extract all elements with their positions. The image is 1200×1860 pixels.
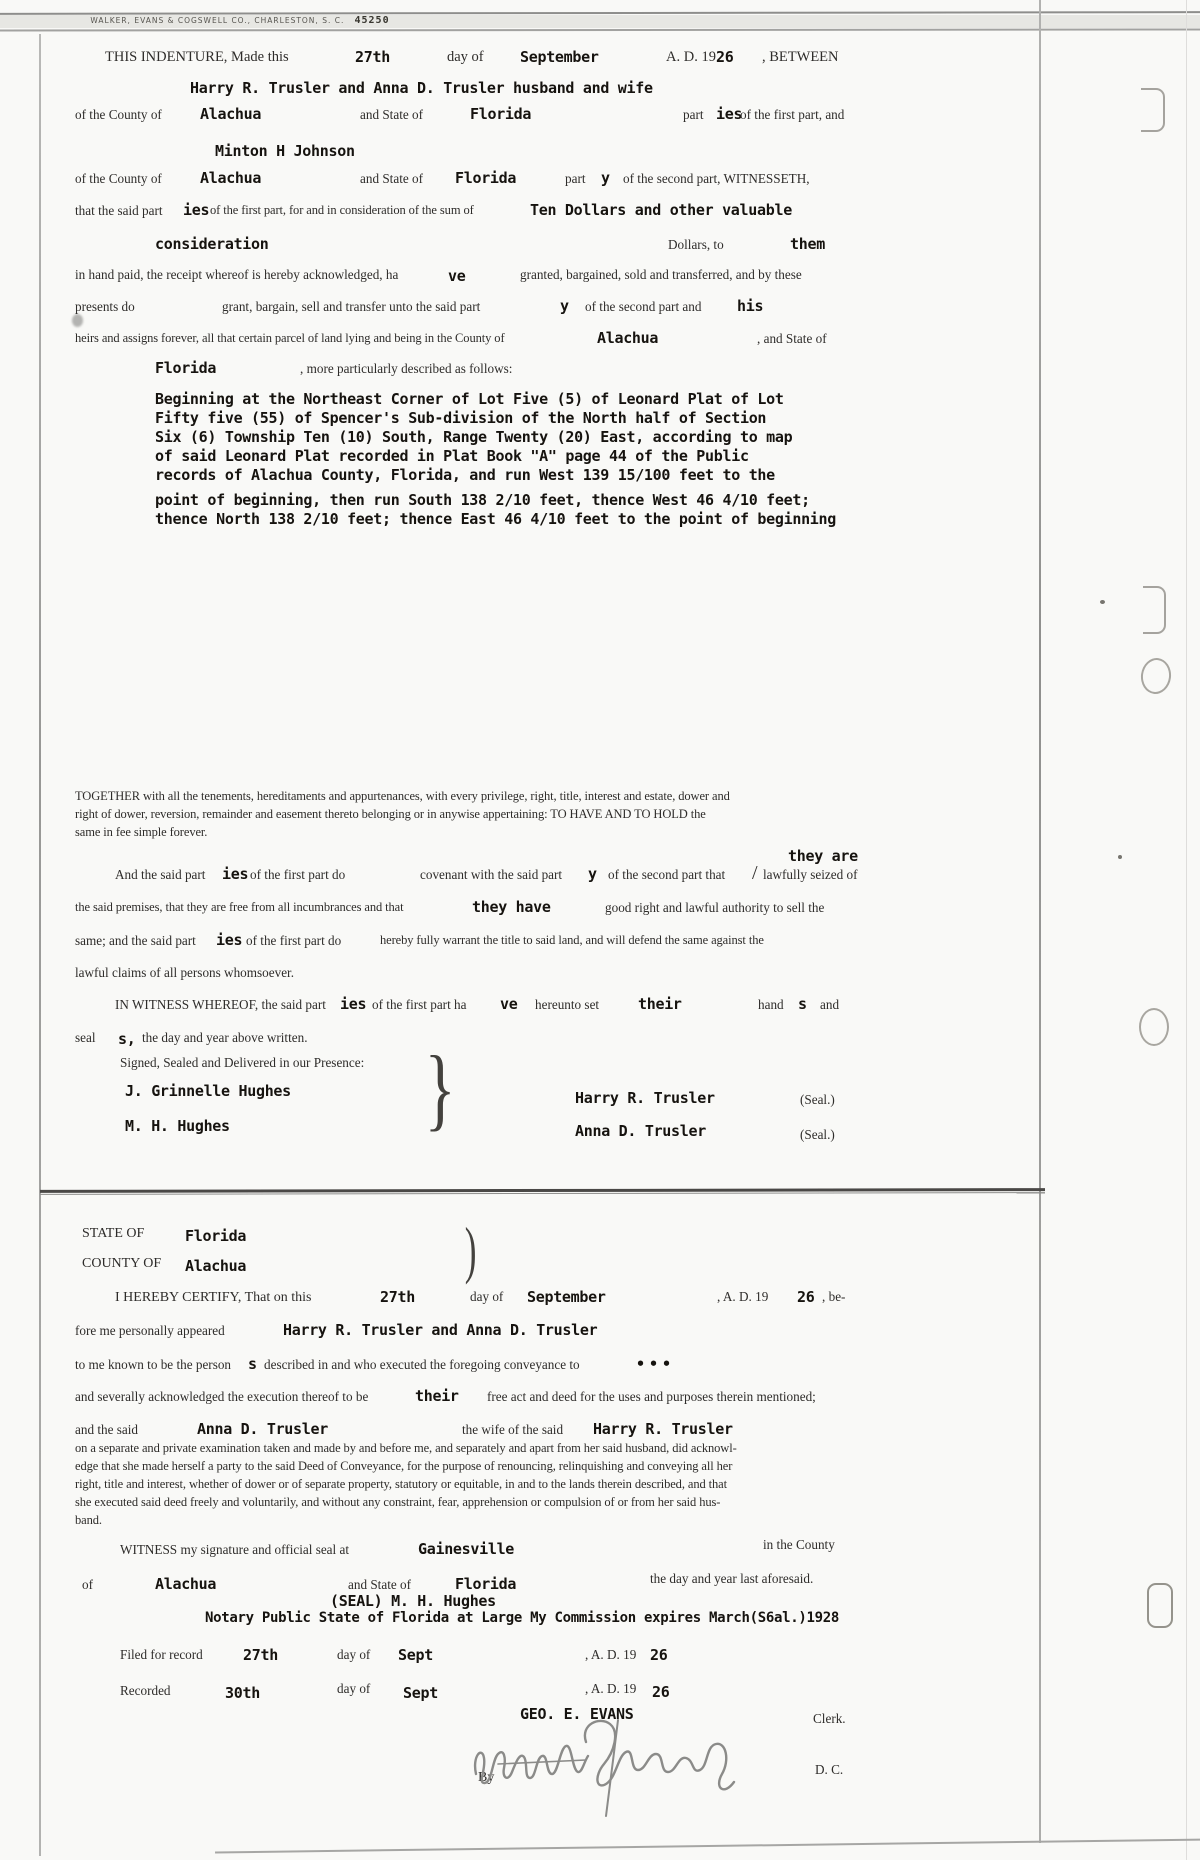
form-printed: of the first part ha xyxy=(372,997,467,1012)
typed-pronoun: their xyxy=(415,1387,459,1405)
form-printed: part xyxy=(683,107,704,122)
form-printed: that the said part xyxy=(75,203,163,218)
form-printed: free act and deed for the uses and purposes therein mentioned; xyxy=(487,1389,816,1404)
consideration-amount: consideration xyxy=(155,235,269,253)
parcel-county: Alachua xyxy=(597,329,659,347)
habendum-line: TOGETHER with all the tenements, hereditaments and appurtenances, with every privilege, right, title, interest and estate, dower and xyxy=(75,789,730,803)
form-printed: the day and year last aforesaid. xyxy=(650,1571,814,1586)
notary-place: Gainesville xyxy=(418,1540,515,1558)
form-printed: same; and the said part xyxy=(75,933,196,948)
execution-year: 26 xyxy=(716,48,734,66)
form-printed: and State of xyxy=(348,1577,411,1592)
form-printed: of the first part do xyxy=(246,933,342,948)
exam-paragraph-line: right, title and interest, whether of dower or of separate property, statutory or equitable, in and to the lands therein described, and that xyxy=(75,1477,727,1491)
exam-paragraph-line: band. xyxy=(75,1513,102,1527)
form-printed: of the County of xyxy=(75,171,162,186)
form-printed: , more particularly described as follows: xyxy=(300,361,513,376)
opening-printed: , BETWEEN xyxy=(762,49,839,65)
typed-pronoun: his xyxy=(737,297,764,315)
form-printed: of the second part and xyxy=(585,299,702,314)
form-printed: of the first part, for and in consideration of the sum of xyxy=(210,203,474,217)
typed-suffix: y xyxy=(588,865,597,883)
legal-description-line: point of beginning, then run South 138 2/10 feet, thence West 46 4/10 feet; xyxy=(155,491,810,509)
form-printed: and State of xyxy=(360,107,423,122)
grantor-state: Florida xyxy=(470,105,532,123)
form-printed: covenant with the said part xyxy=(420,867,563,882)
ack-year: 26 xyxy=(797,1288,815,1306)
page-edge-left xyxy=(39,34,41,1856)
consideration-amount: Ten Dollars and other valuable xyxy=(530,201,792,219)
legal-description-line: Six (6) Township Ten (10) South, Range Twenty (20) East, according to map xyxy=(155,428,793,446)
exam-paragraph-line: she executed said deed freely and voluntarily, and without any constraint, fear, apprehension or compulsion of or from her said hus- xyxy=(75,1495,721,1509)
hole-punch-mark xyxy=(1139,656,1173,695)
filed-day: 27th xyxy=(243,1646,278,1664)
habendum-line: right of dower, reversion, remainder and easement thereto belonging or in anywise appertaining: TO HAVE AND TO HOLD the xyxy=(75,807,706,821)
form-printed: presents do xyxy=(75,299,135,314)
state-label: STATE OF xyxy=(82,1226,145,1241)
legal-description-line: records of Alachua County, Florida, and run West 139 15/100 feet to the xyxy=(155,466,775,484)
hole-punch-mark xyxy=(1143,586,1166,634)
ink-smudge xyxy=(72,314,83,327)
opening-printed: THIS INDENTURE, Made this xyxy=(105,49,289,65)
typed-suffix: y xyxy=(560,297,569,315)
grantor-signature: Anna D. Trusler xyxy=(575,1122,706,1140)
form-printed: Dollars, to xyxy=(668,237,724,252)
filed-label: Filed for record xyxy=(120,1647,203,1662)
form-printed: heirs and assigns forever, all that certain parcel of land lying and being in the County of xyxy=(75,331,505,345)
grantor-signature: Harry R. Trusler xyxy=(575,1089,715,1107)
form-printed: fore me personally appeared xyxy=(75,1323,225,1338)
notary-county: Alachua xyxy=(155,1575,217,1593)
seal-label: (Seal.) xyxy=(800,1092,835,1107)
form-printed: I HEREBY CERTIFY, That on this xyxy=(115,1290,312,1305)
typed-suffix: ve xyxy=(500,995,518,1013)
husband-name: Harry R. Trusler xyxy=(593,1420,733,1438)
seal-label: (Seal.) xyxy=(800,1127,835,1142)
scan-fold-line xyxy=(1186,0,1187,1860)
section-separator-shadow xyxy=(40,1192,1045,1195)
recorded-day: 30th xyxy=(225,1684,260,1702)
form-printed: the day and year above written. xyxy=(142,1030,308,1045)
form-printed: granted, bargained, sold and transferred, and by these xyxy=(520,267,802,282)
hole-punch-mark xyxy=(1147,1583,1173,1628)
grantee-state: Florida xyxy=(455,169,517,187)
form-printed: in hand paid, the receipt whereof is hereby acknowledged, ha xyxy=(75,267,399,282)
form-printed: good right and lawful authority to sell the xyxy=(605,900,825,915)
filed-month: Sept xyxy=(398,1646,433,1664)
witness-brace: } xyxy=(424,1037,456,1139)
form-printed: seal xyxy=(75,1030,96,1045)
typed-suffix: s xyxy=(248,1355,257,1373)
form-printed: to me known to be the person xyxy=(75,1357,232,1372)
grantor-names: Harry R. Trusler and Anna D. Trusler husband and wife xyxy=(190,79,653,97)
typed-suffix: ies xyxy=(216,931,243,949)
opening-printed: A. D. 19 xyxy=(666,49,716,65)
dc-label: D. C. xyxy=(815,1762,844,1777)
typed-suffix: s, xyxy=(118,1030,136,1048)
form-printed: lawful claims of all persons whomsoever. xyxy=(75,965,295,980)
deputy-clerk-signature xyxy=(468,1712,748,1822)
form-printed: described in and who executed the foregoing conveyance to xyxy=(264,1357,580,1372)
form-printed: and severally acknowledged the execution thereof to be xyxy=(75,1389,369,1404)
form-printed: the said premises, that they are free from all incumbrances and that xyxy=(75,900,404,914)
clerk-name: GEO. E. EVANS xyxy=(520,1705,634,1723)
page-edge-bottom xyxy=(215,1839,1200,1854)
parcel-state: Florida xyxy=(155,359,217,377)
form-printed: the wife of the said xyxy=(462,1422,564,1437)
typed-interlineation: they are xyxy=(788,847,858,865)
form-printed: WITNESS my signature and official seal at xyxy=(120,1542,350,1557)
printer-imprint-company: WALKER, EVANS & COGSWELL CO., CHARLESTON, S. C. xyxy=(90,16,345,25)
typed-suffix: ve xyxy=(448,267,466,285)
notary-signature: (SEAL) M. H. Hughes xyxy=(330,1592,496,1610)
ack-day: 27th xyxy=(380,1288,415,1306)
grantee-name: Minton H Johnson xyxy=(215,142,355,160)
form-printed: IN WITNESS WHEREOF, the said part xyxy=(115,997,326,1012)
notary-commission: Notary Public State of Florida at Large My Commission expires March(S6al.)1928 xyxy=(205,1610,840,1626)
recorded-year: 26 xyxy=(652,1683,670,1701)
hole-punch-mark xyxy=(1141,88,1165,132)
witness-signature: J. Grinnelle Hughes xyxy=(125,1082,291,1100)
grantor-county: Alachua xyxy=(200,105,262,123)
form-printed: , A. D. 19 xyxy=(585,1647,637,1662)
consideration-payee: them xyxy=(790,235,825,253)
legal-description-line: Fifty five (55) of Spencer's Sub-division of the North half of Section xyxy=(155,409,767,427)
form-printed: grant, bargain, sell and transfer unto the said part xyxy=(222,299,481,314)
typed-suffix: ies xyxy=(222,865,249,883)
grantee-county: Alachua xyxy=(200,169,262,187)
form-printed: of the second part, WITNESSETH, xyxy=(623,171,810,186)
typed-suffix: s xyxy=(798,995,807,1013)
form-printed: of the first part, and xyxy=(740,107,845,122)
form-printed: of the County of xyxy=(75,107,162,122)
execution-month: September xyxy=(520,48,599,66)
form-printed: , be- xyxy=(822,1289,846,1304)
typed-suffix: y xyxy=(601,169,610,187)
form-printed: in the County xyxy=(763,1537,835,1552)
ack-month: September xyxy=(527,1288,606,1306)
form-printed: , A. D. 19 xyxy=(585,1681,637,1696)
form-printed: and State of xyxy=(360,171,423,186)
scan-speck xyxy=(1118,855,1122,859)
form-printed: lawfully seized of xyxy=(763,867,858,882)
execution-day: 27th xyxy=(355,48,390,66)
form-printed: of the first part do xyxy=(250,867,346,882)
legal-description-line: thence North 138 2/10 feet; thence East 46 4/10 feet to the point of beginning xyxy=(155,510,837,528)
county-label: COUNTY OF xyxy=(82,1256,162,1271)
form-printed: hand xyxy=(758,997,784,1012)
witness-signature: M. H. Hughes xyxy=(125,1117,230,1135)
top-rule-2 xyxy=(0,28,1200,31)
legal-description-line: of said Leonard Plat recorded in Plat Book "A" page 44 of the Public xyxy=(155,447,749,465)
form-printed: day of xyxy=(470,1289,504,1304)
interlineation-caret: / xyxy=(752,862,758,884)
filed-year: 26 xyxy=(650,1646,668,1664)
exam-paragraph-line: on a separate and private examination taken and made by and before me, and separately and apart from her said husband, did acknowl- xyxy=(75,1441,737,1455)
form-printed: of xyxy=(82,1577,93,1592)
clerk-label: Clerk. xyxy=(813,1711,846,1726)
legal-description-line: Beginning at the Northeast Corner of Lot Five (5) of Leonard Plat of Lot xyxy=(155,390,784,408)
printer-imprint-number: 45250 xyxy=(354,15,390,26)
typed-suffix: ies xyxy=(183,201,210,219)
recorded-month: Sept xyxy=(403,1684,438,1702)
hole-punch-mark xyxy=(1139,1008,1169,1046)
typed-pronoun: their xyxy=(638,995,682,1013)
by-label: By xyxy=(478,1770,495,1785)
ack-state: Florida xyxy=(185,1227,247,1245)
form-printed: hereby fully warrant the title to said land, and will defend the same against the xyxy=(380,933,764,947)
typed-suffix: ies xyxy=(716,105,743,123)
presence-label: Signed, Sealed and Delivered in our Presence: xyxy=(120,1055,365,1070)
form-printed: , and State of xyxy=(757,331,827,346)
form-printed: And the said part xyxy=(115,867,206,882)
typed-phrase: they have xyxy=(472,898,551,916)
appeared-names: Harry R. Trusler and Anna D. Trusler xyxy=(283,1321,598,1339)
form-printed: day of xyxy=(337,1647,371,1662)
recorded-label: Recorded xyxy=(120,1683,171,1698)
opening-printed: day of xyxy=(447,49,484,65)
acknowledgment-brace: ) xyxy=(464,1214,477,1285)
printer-imprint xyxy=(0,15,480,26)
form-printed: and the said xyxy=(75,1422,138,1437)
form-printed: , A. D. 19 xyxy=(717,1289,769,1304)
form-printed: part xyxy=(565,171,586,186)
ack-county: Alachua xyxy=(185,1257,247,1275)
wife-name: Anna D. Trusler xyxy=(197,1420,328,1438)
typed-dots: ••• xyxy=(636,1355,676,1373)
habendum-line: same in fee simple forever. xyxy=(75,825,208,839)
page-edge-right xyxy=(1039,0,1041,1843)
form-printed: day of xyxy=(337,1681,371,1696)
exam-paragraph-line: edge that she made herself a party to the said Deed of Conveyance, for the purpose of renouncing, relinquishing and conveying all her xyxy=(75,1459,733,1473)
typed-suffix: ies xyxy=(340,995,367,1013)
form-printed: hereunto set xyxy=(535,997,600,1012)
scan-speck xyxy=(1100,600,1105,604)
form-printed: of the second part that xyxy=(608,867,726,882)
notary-state: Florida xyxy=(455,1575,517,1593)
form-printed: and xyxy=(820,997,840,1012)
